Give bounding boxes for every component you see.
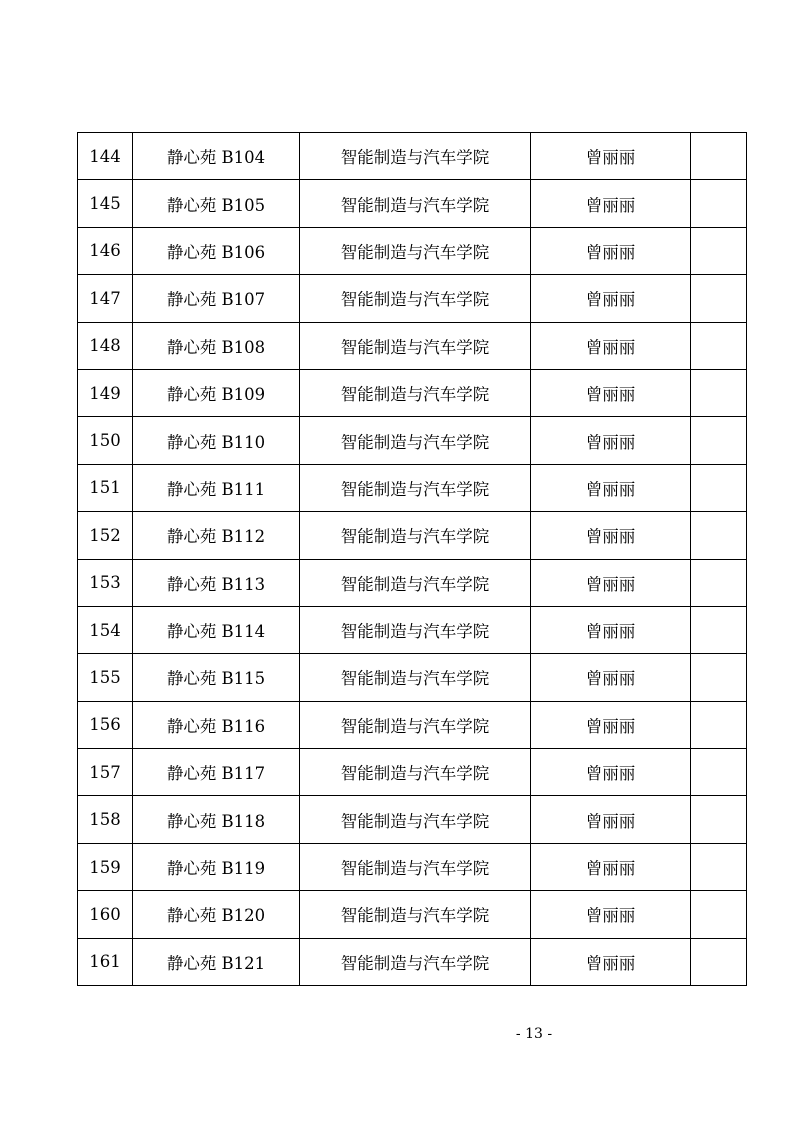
cell-manager: 曾丽丽 xyxy=(531,464,691,511)
cell-college: 智能制造与汽车学院 xyxy=(300,938,531,985)
cell-college: 智能制造与汽车学院 xyxy=(300,891,531,938)
table-row xyxy=(78,749,747,796)
table-row xyxy=(78,512,747,559)
cell-number: 151 xyxy=(78,464,133,511)
cell-manager: 曾丽丽 xyxy=(531,843,691,890)
cell-number: 155 xyxy=(78,654,133,701)
cell-number: 145 xyxy=(78,180,133,227)
cell-room: 静心苑 B112 xyxy=(133,512,300,559)
cell-manager: 曾丽丽 xyxy=(531,938,691,985)
cell-number: 156 xyxy=(78,701,133,748)
cell-manager: 曾丽丽 xyxy=(531,749,691,796)
cell-college: 智能制造与汽车学院 xyxy=(300,275,531,322)
cell-number: 158 xyxy=(78,796,133,843)
cell-manager: 曾丽丽 xyxy=(531,133,691,180)
cell-room: 静心苑 B114 xyxy=(133,606,300,653)
cell-number: 147 xyxy=(78,275,133,322)
cell-note xyxy=(691,512,747,559)
cell-note xyxy=(691,749,747,796)
cell-number: 149 xyxy=(78,369,133,416)
cell-number: 157 xyxy=(78,749,133,796)
table-row xyxy=(78,559,747,606)
page-number: - 13 - xyxy=(515,1026,553,1042)
cell-note xyxy=(691,322,747,369)
table-row xyxy=(78,417,747,464)
table-row xyxy=(78,606,747,653)
cell-number: 154 xyxy=(78,606,133,653)
cell-room: 静心苑 B110 xyxy=(133,417,300,464)
cell-college: 智能制造与汽车学院 xyxy=(300,606,531,653)
cell-note xyxy=(691,133,747,180)
cell-note xyxy=(691,227,747,274)
dormitory-table xyxy=(77,132,747,986)
cell-room: 静心苑 B121 xyxy=(133,938,300,985)
cell-college: 智能制造与汽车学院 xyxy=(300,796,531,843)
cell-note xyxy=(691,654,747,701)
cell-manager: 曾丽丽 xyxy=(531,322,691,369)
cell-number: 144 xyxy=(78,133,133,180)
cell-room: 静心苑 B113 xyxy=(133,559,300,606)
cell-college: 智能制造与汽车学院 xyxy=(300,180,531,227)
cell-college: 智能制造与汽车学院 xyxy=(300,464,531,511)
cell-room: 静心苑 B117 xyxy=(133,749,300,796)
cell-room: 静心苑 B111 xyxy=(133,464,300,511)
cell-room: 静心苑 B119 xyxy=(133,843,300,890)
cell-note xyxy=(691,559,747,606)
cell-note xyxy=(691,180,747,227)
cell-note xyxy=(691,369,747,416)
cell-college: 智能制造与汽车学院 xyxy=(300,843,531,890)
cell-room: 静心苑 B109 xyxy=(133,369,300,416)
table-body xyxy=(78,133,747,986)
cell-number: 148 xyxy=(78,322,133,369)
cell-room: 静心苑 B115 xyxy=(133,654,300,701)
cell-note xyxy=(691,606,747,653)
cell-manager: 曾丽丽 xyxy=(531,180,691,227)
cell-number: 146 xyxy=(78,227,133,274)
table-row xyxy=(78,796,747,843)
cell-room: 静心苑 B116 xyxy=(133,701,300,748)
cell-manager: 曾丽丽 xyxy=(531,512,691,559)
cell-note xyxy=(691,417,747,464)
cell-room: 静心苑 B118 xyxy=(133,796,300,843)
cell-manager: 曾丽丽 xyxy=(531,701,691,748)
cell-college: 智能制造与汽车学院 xyxy=(300,227,531,274)
cell-room: 静心苑 B107 xyxy=(133,275,300,322)
table-row xyxy=(78,938,747,985)
cell-college: 智能制造与汽车学院 xyxy=(300,417,531,464)
table-row xyxy=(78,654,747,701)
cell-note xyxy=(691,275,747,322)
cell-number: 159 xyxy=(78,843,133,890)
cell-manager: 曾丽丽 xyxy=(531,417,691,464)
cell-manager: 曾丽丽 xyxy=(531,796,691,843)
cell-college: 智能制造与汽车学院 xyxy=(300,133,531,180)
cell-note xyxy=(691,843,747,890)
cell-manager: 曾丽丽 xyxy=(531,559,691,606)
cell-manager: 曾丽丽 xyxy=(531,654,691,701)
cell-room: 静心苑 B105 xyxy=(133,180,300,227)
cell-college: 智能制造与汽车学院 xyxy=(300,369,531,416)
table-row xyxy=(78,891,747,938)
dormitory-table-container xyxy=(77,132,746,986)
table-row xyxy=(78,701,747,748)
table-row xyxy=(78,843,747,890)
cell-number: 152 xyxy=(78,512,133,559)
table-row xyxy=(78,180,747,227)
cell-manager: 曾丽丽 xyxy=(531,606,691,653)
cell-note xyxy=(691,701,747,748)
cell-college: 智能制造与汽车学院 xyxy=(300,654,531,701)
cell-number: 153 xyxy=(78,559,133,606)
cell-college: 智能制造与汽车学院 xyxy=(300,512,531,559)
cell-manager: 曾丽丽 xyxy=(531,369,691,416)
cell-college: 智能制造与汽车学院 xyxy=(300,701,531,748)
table-row xyxy=(78,133,747,180)
table-row xyxy=(78,369,747,416)
cell-note xyxy=(691,464,747,511)
cell-college: 智能制造与汽车学院 xyxy=(300,749,531,796)
cell-room: 静心苑 B108 xyxy=(133,322,300,369)
cell-room: 静心苑 B120 xyxy=(133,891,300,938)
cell-manager: 曾丽丽 xyxy=(531,891,691,938)
cell-note xyxy=(691,938,747,985)
table-row xyxy=(78,322,747,369)
table-row xyxy=(78,464,747,511)
cell-room: 静心苑 B106 xyxy=(133,227,300,274)
table-row xyxy=(78,275,747,322)
cell-note xyxy=(691,796,747,843)
cell-college: 智能制造与汽车学院 xyxy=(300,559,531,606)
cell-manager: 曾丽丽 xyxy=(531,275,691,322)
cell-number: 161 xyxy=(78,938,133,985)
cell-manager: 曾丽丽 xyxy=(531,227,691,274)
table-row xyxy=(78,227,747,274)
cell-note xyxy=(691,891,747,938)
cell-number: 160 xyxy=(78,891,133,938)
cell-number: 150 xyxy=(78,417,133,464)
cell-room: 静心苑 B104 xyxy=(133,133,300,180)
cell-college: 智能制造与汽车学院 xyxy=(300,322,531,369)
